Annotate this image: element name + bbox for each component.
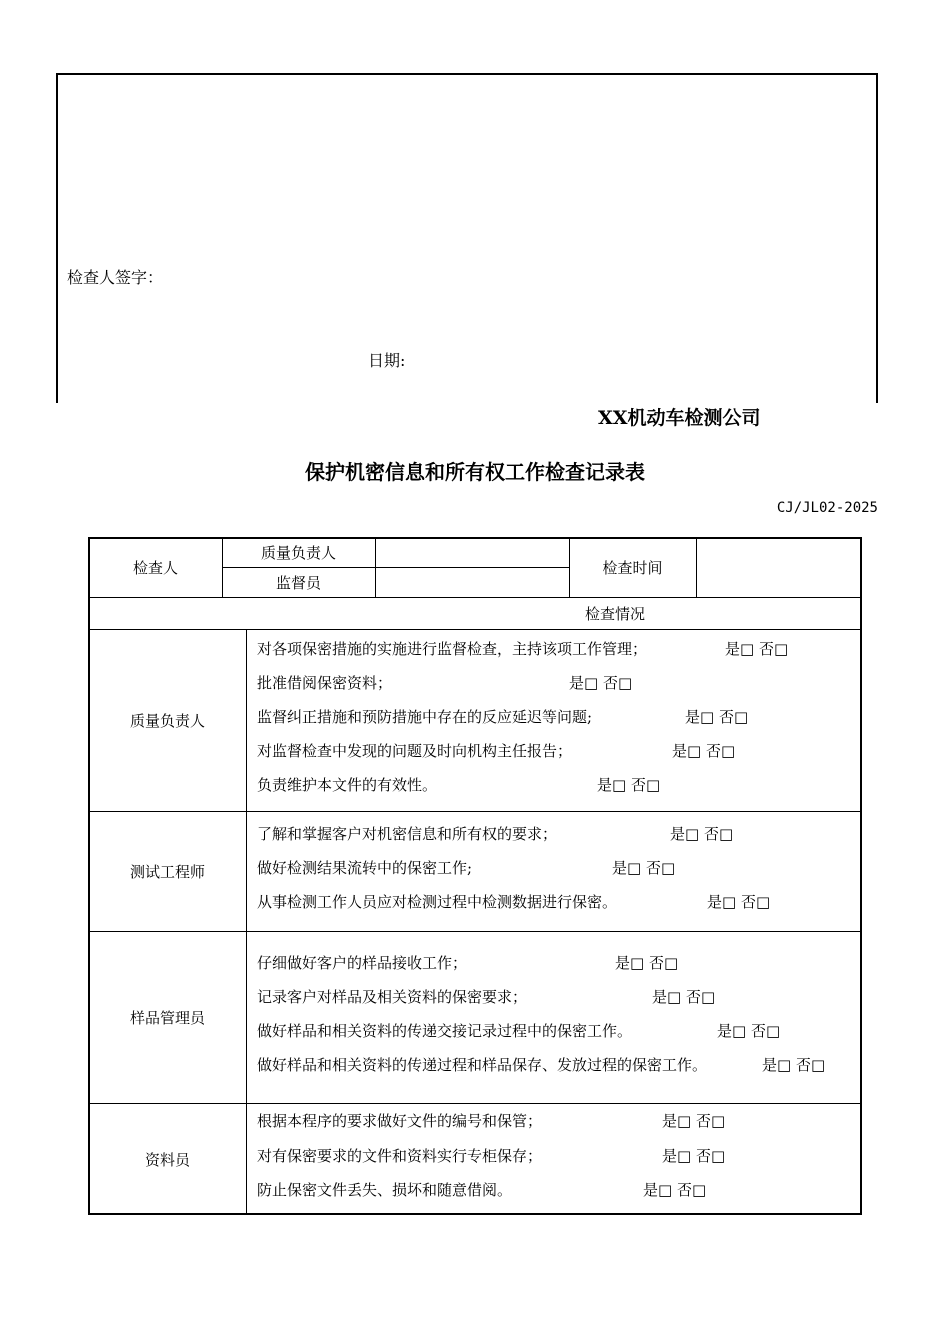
list-item: 监督纠正措施和预防措施中存在的反应延迟等问题; xyxy=(257,708,593,726)
supervisor-label: 监督员 xyxy=(275,573,321,592)
yes-no-checkbox[interactable]: 是□ 否□ xyxy=(652,988,716,1006)
yes-no-checkbox[interactable]: 是□ 否□ xyxy=(597,776,661,794)
role-quality-head: 质量负责人 xyxy=(129,712,205,730)
list-item: 批准借阅保密资料； xyxy=(257,674,393,692)
check-time-field[interactable] xyxy=(696,538,861,597)
list-item: 做好样品和相关资料的传递过程和样品保存、发放过程的保密工作。 xyxy=(257,1056,708,1074)
yes-no-checkbox[interactable]: 是□ 否□ xyxy=(717,1022,781,1040)
signature-box xyxy=(56,73,878,403)
yes-no-checkbox[interactable]: 是□ 否□ xyxy=(707,893,771,911)
date-label: 日期: xyxy=(368,351,406,370)
list-item: 记录客户对样品及相关资料的保密要求； xyxy=(257,988,528,1006)
list-item: 了解和掌握客户对机密信息和所有权的要求； xyxy=(257,825,558,843)
list-item: 从事检测工作人员应对检测过程中检测数据进行保密。 xyxy=(257,893,618,911)
list-item: 防止保密文件丢失、损坏和随意借阅。 xyxy=(257,1181,513,1199)
quality-head-field[interactable] xyxy=(375,538,569,567)
list-item: 根据本程序的要求做好文件的编号和保管； xyxy=(257,1112,543,1130)
yes-no-checkbox[interactable]: 是□ 否□ xyxy=(762,1056,826,1074)
form-title: 保护机密信息和所有权工作检查记录表 xyxy=(305,460,645,484)
list-item: 做好检测结果流转中的保密工作; xyxy=(257,859,473,877)
list-item: 负责维护本文件的有效性。 xyxy=(257,776,438,794)
role-test-engineer: 测试工程师 xyxy=(129,863,205,881)
supervisor-field[interactable] xyxy=(375,567,569,597)
situation-header: 检查情况 xyxy=(584,605,645,623)
yes-no-checkbox[interactable]: 是□ 否□ xyxy=(670,825,734,843)
yes-no-checkbox[interactable]: 是□ 否□ xyxy=(569,674,633,692)
role-sample-admin: 样品管理员 xyxy=(129,1009,205,1027)
quality-head-label: 质量负责人 xyxy=(260,544,336,562)
company-name: XX机动车检测公司 xyxy=(598,407,761,429)
role-archivist: 资料员 xyxy=(144,1150,190,1169)
document-number: CJ/JL02-2025 xyxy=(776,500,878,516)
yes-no-checkbox[interactable]: 是□ 否□ xyxy=(662,1112,726,1130)
yes-no-checkbox[interactable]: 是□ 否□ xyxy=(672,742,736,760)
signer-label: 检查人签字： xyxy=(67,268,164,287)
yes-no-checkbox[interactable]: 是□ 否□ xyxy=(685,708,749,726)
list-item: 对监督检查中发现的问题及时向机构主任报告； xyxy=(257,742,573,760)
list-item: 对各项保密措施的实施进行监督检查，主持该项工作管理； xyxy=(257,640,648,658)
yes-no-checkbox[interactable]: 是□ 否□ xyxy=(662,1147,726,1165)
list-item: 对有保密要求的文件和资料实行专柜保存； xyxy=(257,1147,543,1165)
yes-no-checkbox[interactable]: 是□ 否□ xyxy=(725,640,789,658)
yes-no-checkbox[interactable]: 是□ 否□ xyxy=(643,1181,707,1199)
list-item: 做好样品和相关资料的传递交接记录过程中的保密工作。 xyxy=(257,1022,633,1040)
list-item: 仔细做好客户的样品接收工作； xyxy=(257,954,468,972)
check-time-label: 检查时间 xyxy=(602,559,663,577)
inspector-label: 检查人 xyxy=(132,559,178,577)
yes-no-checkbox[interactable]: 是□ 否□ xyxy=(615,954,679,972)
yes-no-checkbox[interactable]: 是□ 否□ xyxy=(612,859,676,877)
